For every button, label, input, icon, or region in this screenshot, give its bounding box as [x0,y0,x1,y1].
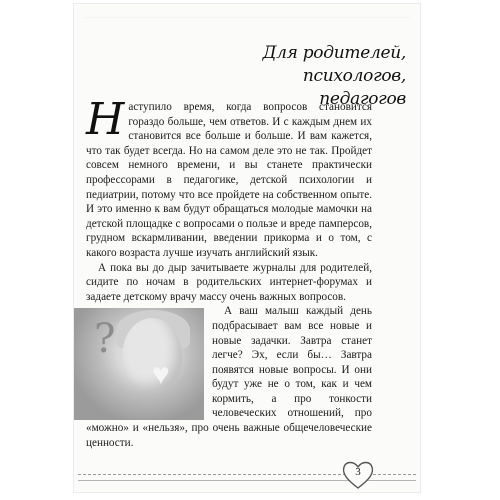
heading-line-1: Для родителей, психологов, [262,43,406,86]
paragraph-3 [86,304,372,450]
question-mark-drawing: ? [94,316,116,363]
paragraph-2: А пока вы до дыр зачитываете журналы для родителей, сидите по ночам в родительских интернет-форумах и задаете детскому врачу массу очень важных вопросов. [86,261,372,303]
paragraph-1-text: аступило время, когда вопросов становится гораздо больше, чем ответов. И с каждым днем их становится все больше и больше. И вам кажется, что так будет всегда. Но на самом деле это не так. Пройдет совсем немного времени, и вы станете практически профессорами в педагогике, детской психологии и педиатрии, потому что все пройдете на собственном опыте. И это именно к вам будут обращаться молодые мамочки на детской площадке с вопросами о пользе и вреде памперсов, грудном вскармливании, введении прикорма и о том, с какого возраста лучше изучать английский язык. [86,101,372,259]
body-text [86,94,372,450]
paragraph-1 [86,94,372,261]
page-number: 3 [355,466,361,478]
heart-icon: ♥ [152,358,170,392]
book-page [74,4,420,492]
paragraph-3-text: А ваш малыш каждый день подбрасывает вам все новые и новые задачки. Завтра станет легче? Эх, если бы… Завтра появятся новые вопросы. И они будут уже не о том, как и чем кормить, а про тонкости человеческих отношений, про «можно» и «нельзя», про очень важные общечеловеческие ценности. [86,305,372,449]
drop-cap: Н [86,94,125,145]
child-photo [74,308,204,420]
heading-line-2: педагогов [319,89,406,109]
bleed-through-header [84,12,410,26]
